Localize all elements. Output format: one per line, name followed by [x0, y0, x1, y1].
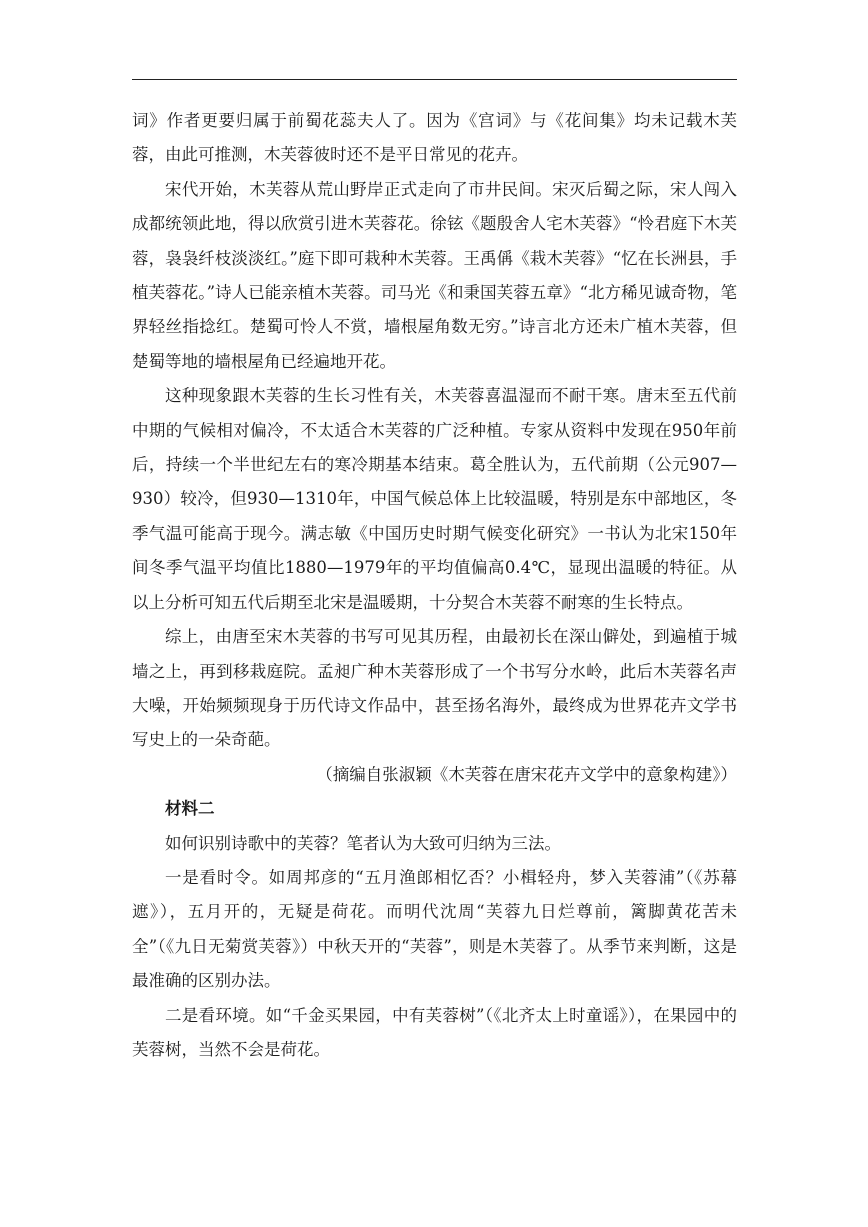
paragraph: 词》作者更要归属于前蜀花蕊夫人了。因为《宫词》与《花间集》均未记载木芙蓉，由此可推测，木芙蓉彼时还不是平日常见的花卉。	[132, 111, 737, 165]
header-rule	[132, 79, 737, 80]
article-body	[132, 104, 737, 1067]
section-heading: 材料二	[165, 799, 215, 819]
paragraph: 如何识别诗歌中的芙蓉？笔者认为大致可归纳为三法。	[165, 833, 561, 853]
paragraph: 二是看环境。如“千金买果园，中有芙蓉树”（《北齐太上时童谣》），在果园中的芙蓉树，当然不会是荷花。	[132, 1005, 737, 1059]
paragraph: 一是看时令。如周邦彦的“五月渔郎相忆否？小楫轻舟，梦入芙蓉浦”（《苏幕遮》），五月开的，无疑是荷花。而明代沈周“芙蓉九日烂尊前，篱脚黄花苦未全”（《九日无菊赏芙蓉》）中秋天开的“芙蓉”，则是木芙蓉了。从季节来判断，这是最准确的区别办法。	[132, 867, 737, 991]
paragraph: 宋代开始，木芙蓉从荒山野岸正式走向了市井民间。宋灭后蜀之际，宋人闯入成都统领此地，得以欣赏引进木芙蓉花。徐铉《题殷舍人宅木芙蓉》“怜君庭下木芙蓉，袅袅纤枝淡淡红。”庭下即可栽种木芙蓉。王禹偁《栽木芙蓉》“忆在长洲县，手植芙蓉花。”诗人已能亲植木芙蓉。司马光《和秉国芙蓉五章》“北方稀见诚奇物，笔界轻丝指捻红。楚蜀可怜人不赏，墙根屋角数无穷。”诗言北方还未广植木芙蓉，但楚蜀等地的墙根屋角已经遍地开花。	[132, 179, 737, 371]
paragraph: 综上，由唐至宋木芙蓉的书写可见其历程，由最初长在深山僻处，到遍植于城墙之上，再到移栽庭院。孟昶广种木芙蓉形成了一个书写分水岭，此后木芙蓉名声大噪，开始频频现身于历代诗文作品中，甚至扬名海外，最终成为世界花卉文学书写史上的一朵奇葩。	[132, 627, 737, 750]
source-citation: （摘编自张淑颖《木芙蓉在唐宋花卉文学中的意象构建》）	[316, 764, 737, 784]
paragraph: 这种现象跟木芙蓉的生长习性有关，木芙蓉喜温湿而不耐干寒。唐末至五代前中期的气候相对偏冷，不太适合木芙蓉的广泛种植。专家从资料中发现在950年前后，持续一个半世纪左右的寒冷期基本结束。葛全胜认为，五代前期（公元907—930）较冷，但930—1310年，中国气候总体上比较温暖，特别是东中部地区，冬季气温可能高于现今。满志敏《中国历史时期气候变化研究》一书认为北宋150年间冬季气温平均值比1880—1979年的平均值偏高0.4℃，显现出温暖的特征。从以上分析可知五代后期至北宋是温暖期，十分契合木芙蓉不耐寒的生长特点。	[132, 386, 737, 612]
